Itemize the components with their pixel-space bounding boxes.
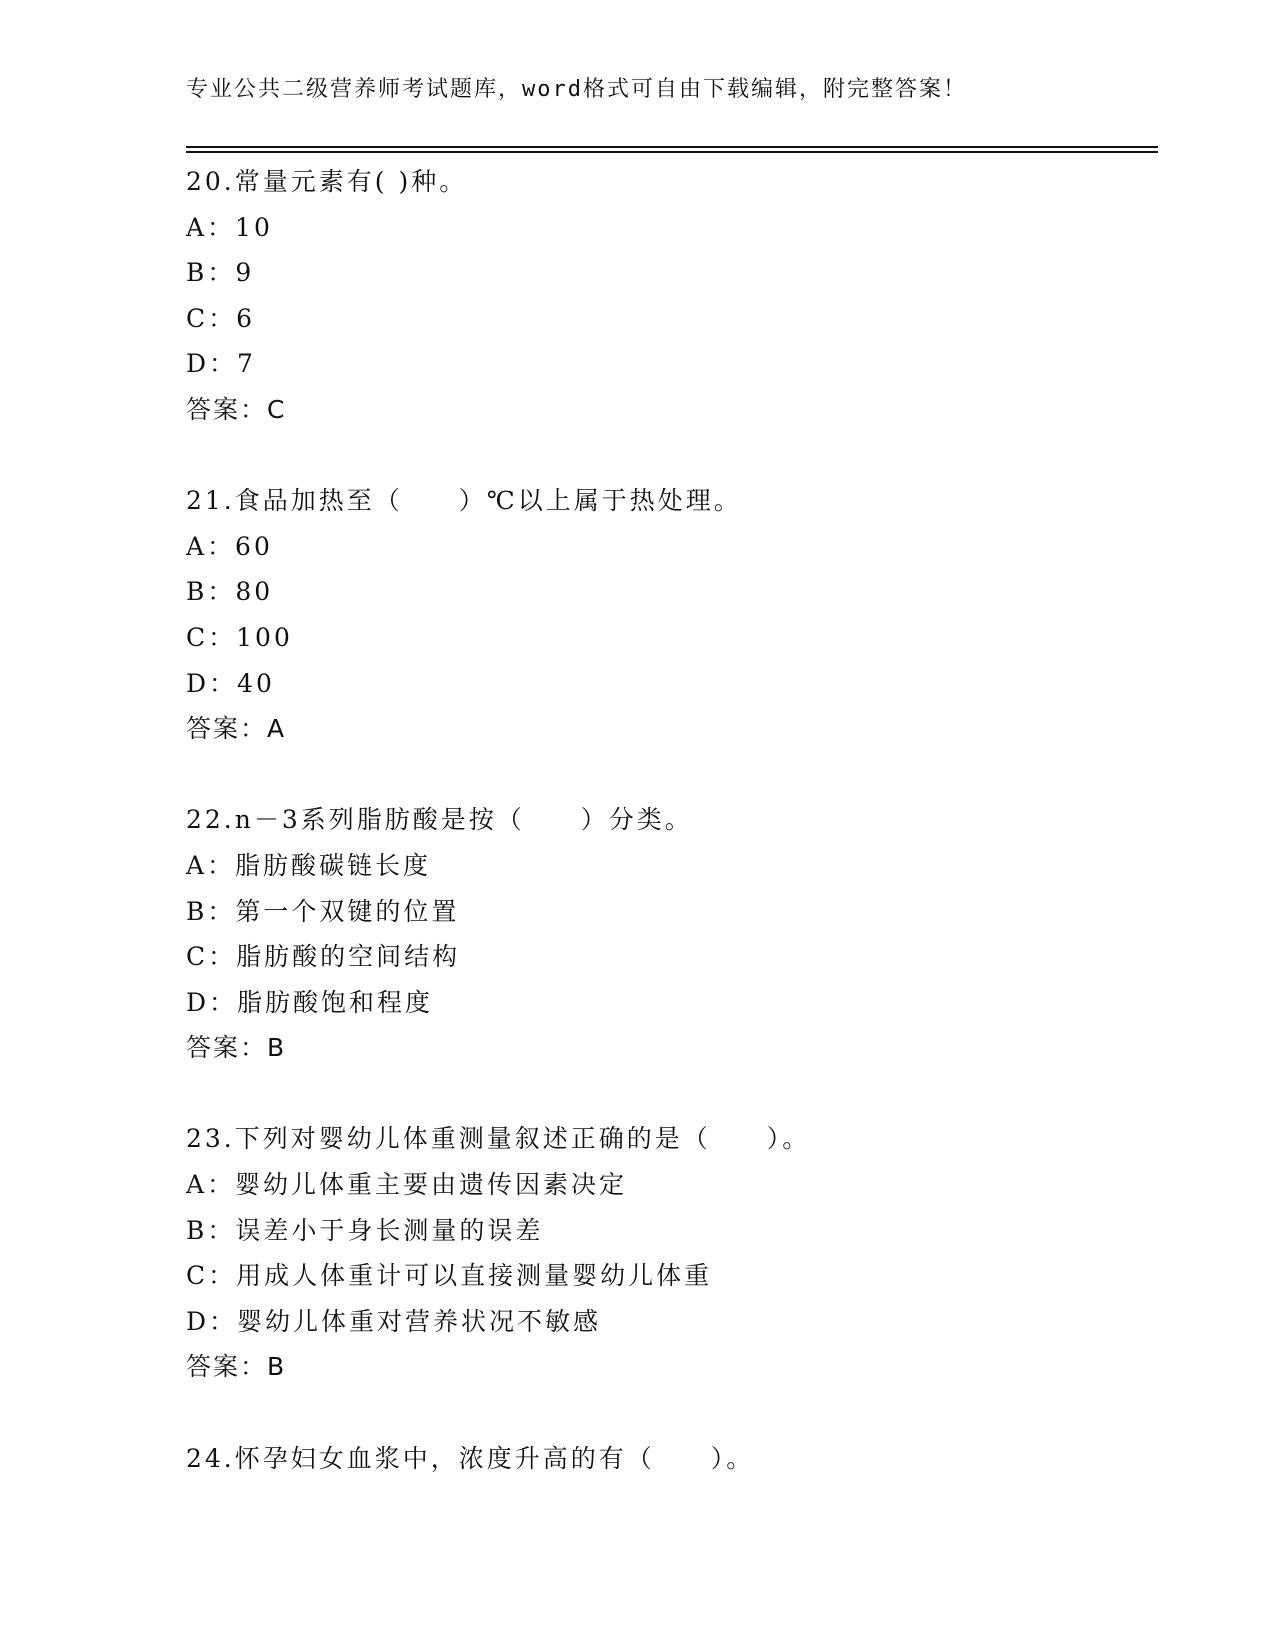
question-stem: 20.常量元素有( )种。 xyxy=(186,167,468,196)
option-d: D：40 xyxy=(186,668,275,698)
question-23 xyxy=(186,1116,1158,1435)
option-a: A：10 xyxy=(186,212,273,242)
question-20 xyxy=(186,159,1158,478)
header-rule-top xyxy=(186,146,1158,148)
option-c: C：脂肪酸的空间结构 xyxy=(186,942,461,972)
answer-line: 答案：A xyxy=(186,714,287,744)
question-spacer xyxy=(186,752,1158,798)
option-a: A：脂肪酸碳链长度 xyxy=(186,850,432,880)
question-stem: 21.食品加热至（ ）℃以上属于热处理。 xyxy=(186,486,742,516)
question-spacer xyxy=(186,433,1158,479)
option-b: B：9 xyxy=(186,258,255,288)
question-21 xyxy=(186,478,1158,797)
option-b: B：误差小于身长测量的误差 xyxy=(186,1215,544,1245)
option-b: B：第一个双键的位置 xyxy=(186,896,460,926)
question-stem: 23.下列对婴幼儿体重测量叙述正确的是（ ）。 xyxy=(186,1124,811,1154)
answer-line: 答案：C xyxy=(186,394,287,424)
question-list xyxy=(186,159,1158,1481)
question-24 xyxy=(186,1436,1158,1482)
question-spacer xyxy=(186,1390,1158,1436)
option-a: A：婴幼儿体重主要由遗传因素决定 xyxy=(186,1170,628,1200)
question-stem: 24.怀孕妇女血浆中，浓度升高的有（ ）。 xyxy=(186,1443,755,1473)
option-c: C：100 xyxy=(186,622,293,652)
option-d: D：婴幼儿体重对营养状况不敏感 xyxy=(186,1306,602,1336)
question-22 xyxy=(186,797,1158,1116)
option-d: D：7 xyxy=(186,349,256,379)
option-d: D：脂肪酸饱和程度 xyxy=(186,987,434,1017)
header-rule-bottom xyxy=(186,151,1158,153)
question-spacer xyxy=(186,1071,1158,1117)
answer-line: 答案：B xyxy=(186,1033,287,1063)
option-a: A：60 xyxy=(186,531,273,561)
option-b: B：80 xyxy=(186,577,274,607)
answer-line: 答案：B xyxy=(186,1352,287,1382)
question-stem: 22.n－3系列脂肪酸是按（ ）分类。 xyxy=(186,805,693,835)
page-header: 专业公共二级营养师考试题库，word格式可自由下载编辑，附完整答案！ xyxy=(186,77,967,102)
option-c: C：6 xyxy=(186,303,256,333)
option-c: C：用成人体重计可以直接测量婴幼儿体重 xyxy=(186,1261,713,1291)
